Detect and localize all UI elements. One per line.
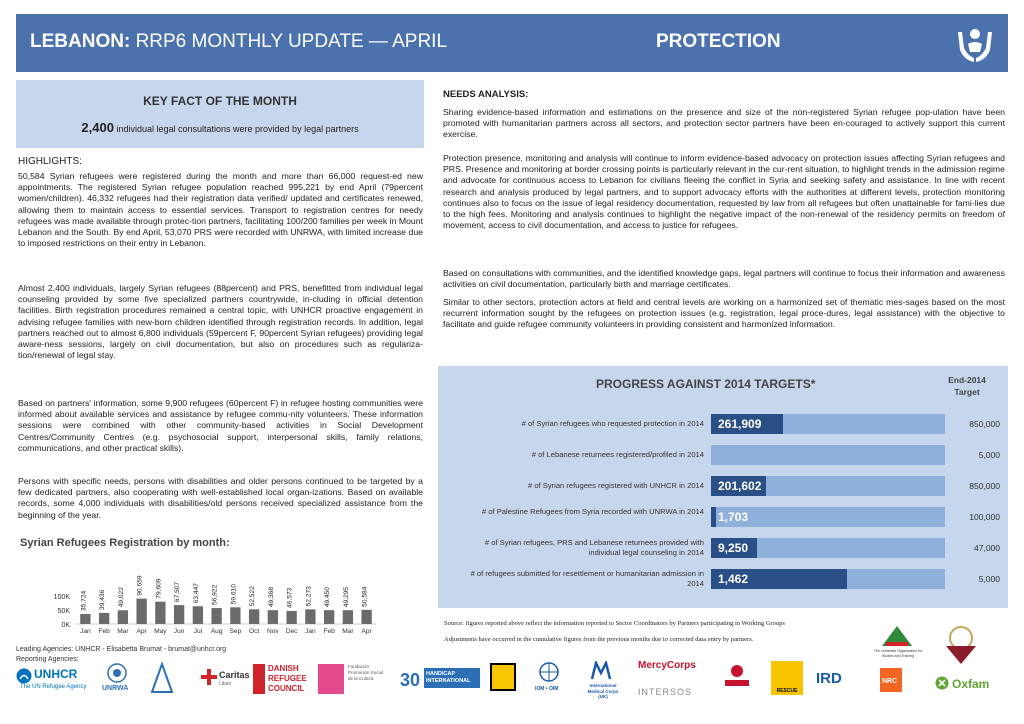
x-tick-label: Dec: [285, 628, 298, 635]
progress-value: 261,909: [718, 417, 762, 431]
needs-paragraph-3: Based on consultations with communities, and the identified knowledge gaps, legal partners will continue to focus their information and awareness activities on civil documentation, particularly birth and marriage certificates.: [443, 268, 1005, 290]
bar: [211, 608, 221, 624]
reporting-agencies-label: Reporting Agencies:: [16, 656, 79, 663]
ajem-logo-icon: [150, 662, 174, 698]
bar: [305, 609, 315, 624]
bar-value-label: 90,659: [136, 575, 144, 596]
bar-value-label: 63,447: [192, 583, 200, 604]
iom-logo-text: IOM • OIM: [535, 686, 559, 692]
y-tick-label: 100K: [53, 594, 70, 601]
ird-logo-text: IRD: [816, 670, 842, 687]
bar: [230, 607, 240, 624]
key-fact-box: [16, 80, 424, 148]
caritas-logo-subtext: Liban: [219, 681, 232, 687]
bar-value-label: 49,450: [324, 586, 332, 608]
bar-value-label: 49,368: [267, 587, 275, 608]
bar: [193, 606, 203, 624]
x-tick-label: Aug: [210, 628, 223, 635]
needs-analysis-heading: NEEDS ANALYSIS:: [443, 89, 529, 100]
mercycorps-logo-text: MercyCorps: [638, 660, 696, 671]
intersos-logo-text: INTERSOS: [638, 687, 693, 697]
bar: [99, 613, 109, 624]
source-note: Source: figures reported above reflect the information reported to Sector Coordinators by Partners participating in Working Groups: [444, 620, 785, 627]
bar: [324, 610, 334, 624]
nrc-logo-text: NRC: [882, 678, 898, 685]
progress-row-label: # of Syrian refugees registered with UNHCR in 2014: [527, 481, 704, 490]
progress-value: 9,250: [718, 541, 749, 555]
bar: [268, 610, 278, 624]
key-fact-line: [16, 120, 424, 135]
bar-value-label: 35,724: [80, 590, 88, 611]
bar-value-label: 49,295: [342, 587, 350, 608]
imc-logo-icon: [590, 661, 612, 681]
drc-logo-text-3: COUNCIL: [268, 684, 305, 693]
bar-value-label: 39,436: [99, 589, 107, 610]
unrwa-logo-icon: [105, 663, 129, 683]
x-tick-label: Sep: [229, 628, 242, 635]
bar: [343, 610, 353, 624]
progress-target: 47,000: [974, 543, 1000, 553]
progress-target: 850,000: [969, 419, 1000, 429]
bar: [286, 611, 296, 624]
x-tick-label: Feb: [98, 628, 110, 635]
iom-logo-icon: [537, 662, 561, 682]
bar: [249, 609, 259, 624]
progress-panel: [438, 366, 1008, 608]
y-tick-label: 50K: [57, 608, 70, 615]
leading-agencies: Leading Agencies: UNHCR - Elisabetta Brumat - brumat@unhcr.org: [16, 646, 227, 653]
oxfam-logo-icon: [935, 676, 949, 690]
bar-value-label: 49,022: [117, 587, 125, 608]
highlights-paragraph-3: Based on partners' information, some 9,900 refugees (60percent F) in refugee hosting communities were informed about available services and assistance by refugee commu-nity volunteers. These information sessions were combined with other community-based activities in Social Development Centres/Community Centres (e.g. psychosocial support, interpersonal skills, family relations, communications, and other practical skills).: [18, 398, 423, 453]
unhcr-logo-subtext: The UN Refugee Agency: [20, 684, 87, 690]
bar-value-label: 79,609: [155, 578, 163, 599]
key-fact-title: KEY FACT OF THE MONTH: [143, 94, 297, 108]
progress-track: [711, 445, 945, 465]
bar: [174, 605, 184, 624]
x-tick-label: Jun: [173, 628, 185, 635]
local-ngo-logo-icon: [722, 662, 752, 690]
fundacion-logo-mark: [318, 664, 344, 694]
needs-paragraph-1: Sharing evidence-based information and estimations on the presence and size of the non-registered Syrian refugee pop-ulation have been promoted with humanitarian partners across all sectors, and protection sector partners have been en-couraged to actively support this current exercise.: [443, 107, 1005, 140]
chart-title: Syrian Refugees Registration by month:: [20, 537, 230, 549]
progress-target: 100,000: [969, 512, 1000, 522]
y-tick-label: 0K: [61, 622, 70, 629]
bar: [155, 602, 165, 624]
unhcr-logo-text: UNHCR: [34, 667, 78, 681]
needs-paragraph-4: Similar to other sectors, protection actors at field and central levels are working on a harmonized set of thematic mes-sages based on the most recurrent information sought by the refugees on protection issues (e.g. registration, legal proce-dures, legal assistance) with the objective to facilitate and guide refugee community volunteers in providing consistent and harmonized information.: [443, 297, 1005, 330]
bar: [136, 599, 146, 624]
target-header: End-2014 Target: [948, 375, 986, 397]
x-tick-label: Jan: [80, 628, 91, 635]
progress-value: 1,703: [718, 510, 749, 524]
progress-row-label: # of Lebanese returnees registered/profiled in 2014: [531, 450, 704, 459]
drc-logo-text-2: REFUGEE: [268, 674, 307, 683]
caritas-logo-icon: [200, 668, 218, 686]
bar-value-label: 56,922: [211, 584, 219, 606]
needs-paragraph-2: Protection presence, monitoring and analysis will continue to inform evidence-based advocacy on protection issues affecting Syrian refugees and PRS. Presence and monitoring at border crossing points is particularly relevant in the cur-rent situation, to highlight trends in the admission regime and advocate for continuous access to Lebanon for civilians fleeing the conflict in Syria and seeking safety and assistance. In line with recent research and analysis produced by legal partners, and to support advocacy efforts with the authorities at different levels, protection monitoring continues also to focus on the issue of legal residency documentation, requested by law from all refugees but often unattainable for fami-lies due to the high fees. Monitoring and analysis continues to highlight the negative impact of the non-renewal of the residency permits on freedom of movement, access to civil documentation, and access to justice for refugees.: [443, 153, 1005, 231]
bar-value-label: 50,584: [361, 586, 369, 607]
bar-value-label: 52,273: [305, 586, 313, 607]
bar-value-label: 46,573: [286, 587, 294, 608]
progress-value: 201,602: [718, 479, 762, 493]
bar-value-label: 59,610: [230, 584, 238, 605]
progress-target: 850,000: [969, 481, 1000, 491]
highlights-heading: HIGHLIGHTS:: [18, 156, 82, 167]
highlights-paragraph-1: 50,584 Syrian refugees were registered during the month and more than 66,000 request-ed new appointments. The registered Syrian refugee population reached 995,221 by end April (79percent women/children). 46,332 refugees had their registration data verified/ updated and certificates renewed, allowing them to maintain access to essential services. Transport to registration centres for needy refugees was made available through protec-tion partners, facilitating 100/200 families per week in Mount Lebanon and the South. By end April, 53,070 PRS were recorded with UNRWA, with limited increase due to imposed restrictions on their entry in Lebanon.: [18, 171, 423, 249]
imc-logo-text: International Medical Corps (UK): [587, 683, 619, 699]
sector-title: PROTECTION: [656, 31, 781, 52]
progress-row-label: # of refugees submitted for resettlement or humanitarian admission in 2014: [470, 569, 704, 588]
handicap-logo-number: 30: [400, 670, 421, 690]
x-tick-label: Feb: [323, 628, 335, 635]
unrwa-logo-text: UNRWA: [102, 685, 129, 692]
protection-hands-icon: [954, 22, 996, 64]
x-tick-label: Nov: [267, 628, 279, 635]
x-tick-label: Oct: [248, 628, 260, 635]
progress-value: 1,462: [718, 572, 749, 586]
country-label: LEBANON:: [30, 31, 131, 52]
progress-row-label: # of Syrian refugees, PRS and Lebanese returnees provided with individual legal counseling in 2014: [484, 538, 704, 557]
bar-value-label: 52,522: [249, 586, 257, 607]
report-title: [30, 31, 447, 53]
x-tick-label: Jan: [305, 628, 316, 635]
caritas-logo-text: Caritas: [219, 670, 250, 680]
x-tick-label: Mar: [117, 628, 129, 635]
page-header: [16, 14, 1008, 72]
x-tick-label: Apr: [136, 628, 147, 635]
lost-logo-text: The Lebanese Organization for Studies and Training: [873, 649, 923, 658]
key-fact-text: individual legal consultations were provided by legal partners: [116, 124, 359, 134]
key-fact-value: 2,400: [81, 120, 114, 135]
hand-logo-mark: [490, 663, 516, 691]
adjustment-note: Adjustments have occurred in the cumulative figures from the previous months due to corrected data entry by partners.: [444, 636, 754, 643]
drc-logo-mark: [253, 664, 265, 694]
bar-value-label: 67,507: [174, 581, 182, 603]
highlights-paragraph-2: Almost 2,400 individuals, largely Syrian refugees (88percent) and PRS, benefitted from individual legal counseling provided by some five specialized partners countrywide, in-cluding in official detention facilities. Birth registration procedures remained a central topic, with UNHCR proactive engagement in advising refugee families with new-born children identified through registration records. In addition, legal partners reached out to almost 6,800 individuals (59percent F, 90percent Syrian refugees) providing legal aware-ness sessions, largely on civil documentation, but also on procedures such as regulariza-tion/renewal of legal stay.: [18, 283, 423, 361]
progress-fill: [711, 507, 716, 527]
registration-bar-chart: [16, 550, 416, 638]
irc-logo-text: RESCUE: [776, 688, 798, 694]
fundacion-logo-text: Fundación Promoción Social de la Cultura: [348, 664, 384, 681]
progress-target: 5,000: [978, 574, 1000, 584]
report-subtitle: RRP6 MONTHLY UPDATE — APRIL: [135, 31, 448, 52]
bar: [118, 610, 128, 624]
x-tick-label: Mar: [342, 628, 354, 635]
bar: [361, 610, 371, 624]
drc-logo-text-1: DANISH: [268, 664, 299, 673]
progress-row-label: # of Syrian refugees who requested protection in 2014: [521, 419, 704, 428]
x-tick-label: Apr: [361, 628, 372, 635]
progress-title: PROGRESS AGAINST 2014 TARGETS*: [596, 377, 816, 391]
emblem-logo-icon: [938, 624, 984, 666]
lost-logo-icon: [878, 622, 916, 648]
x-tick-label: May: [154, 628, 167, 635]
progress-row-label: # of Palestine Refugees from Syria recorded with UNRWA in 2014: [481, 507, 704, 516]
x-tick-label: Jul: [193, 628, 203, 635]
unhcr-logo-icon: [16, 668, 32, 684]
highlights-paragraph-4: Persons with specific needs, persons with disabilities and older persons continued to be targeted by a few dedicated partners, also cooperating with well-established local organ-izations. Based on available records, some 4,000 individuals with disabilities/old persons received specialized assistance from the beginning of the year.: [18, 476, 423, 520]
oxfam-logo-text: Oxfam: [952, 677, 990, 691]
progress-target: 5,000: [978, 450, 1000, 460]
bar: [80, 614, 90, 624]
handicap-logo-text: HANDICAP INTERNATIONAL: [426, 671, 471, 684]
